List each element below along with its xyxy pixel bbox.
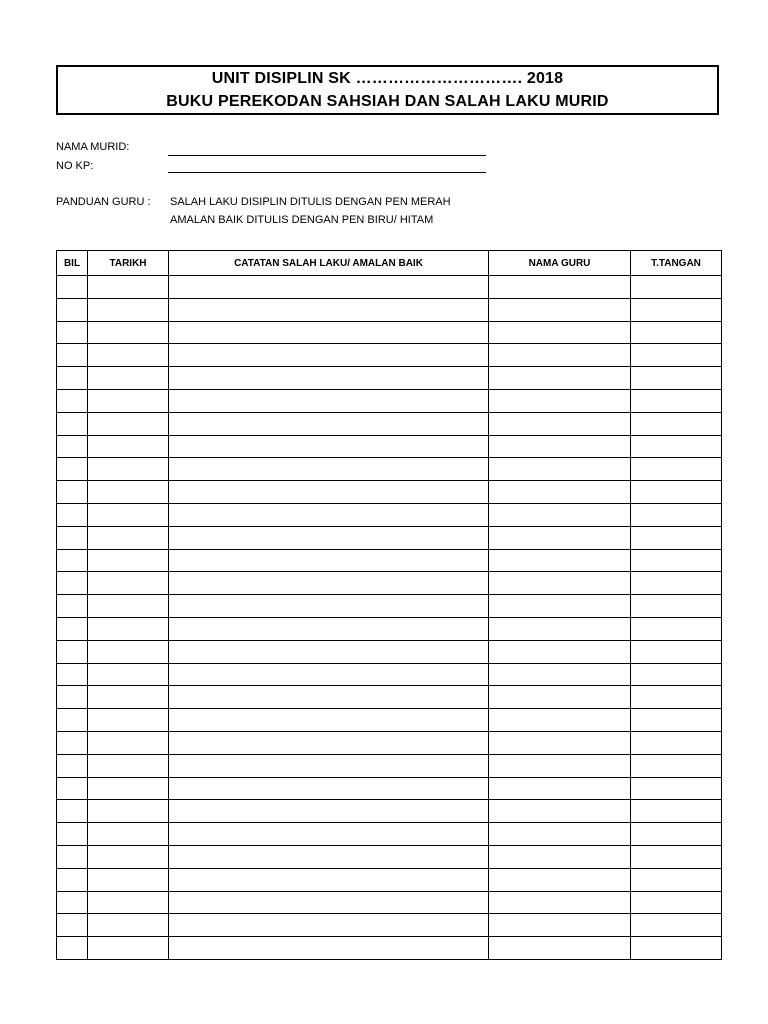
record-table-body: [57, 276, 722, 960]
nama-guru-cell[interactable]: [489, 731, 631, 754]
nama-guru-cell[interactable]: [489, 823, 631, 846]
table-row: [57, 617, 722, 640]
tandatangan-cell[interactable]: [631, 937, 722, 960]
tandatangan-cell[interactable]: [631, 709, 722, 732]
nama-guru-cell[interactable]: [489, 845, 631, 868]
tandatangan-cell[interactable]: [631, 298, 722, 321]
record-table: [56, 250, 722, 960]
tarikh-cell[interactable]: [88, 914, 169, 937]
bil-cell[interactable]: [57, 731, 88, 754]
nama-guru-cell[interactable]: [489, 914, 631, 937]
table-row: [57, 937, 722, 960]
bil-cell[interactable]: [57, 298, 88, 321]
tandatangan-cell[interactable]: [631, 914, 722, 937]
nama-guru-cell[interactable]: [489, 686, 631, 709]
tarikh-cell[interactable]: [88, 731, 169, 754]
tarikh-cell[interactable]: [88, 868, 169, 891]
tandatangan-cell[interactable]: [631, 367, 722, 390]
bil-cell[interactable]: [57, 640, 88, 663]
bil-cell[interactable]: [57, 800, 88, 823]
tarikh-cell[interactable]: [88, 845, 169, 868]
bil-cell[interactable]: [57, 709, 88, 732]
catatan-cell[interactable]: [169, 503, 489, 526]
table-row: [57, 458, 722, 481]
catatan-cell[interactable]: [169, 389, 489, 412]
tarikh-cell[interactable]: [88, 276, 169, 299]
catatan-cell[interactable]: [169, 777, 489, 800]
catatan-cell[interactable]: [169, 640, 489, 663]
bil-cell[interactable]: [57, 367, 88, 390]
table-row: [57, 800, 722, 823]
bil-cell[interactable]: [57, 823, 88, 846]
bil-cell[interactable]: [57, 937, 88, 960]
catatan-cell[interactable]: [169, 617, 489, 640]
table-row: [57, 709, 722, 732]
nama-guru-cell[interactable]: [489, 276, 631, 299]
tandatangan-cell[interactable]: [631, 481, 722, 504]
tandatangan-cell[interactable]: [631, 686, 722, 709]
page-subtitle: BUKU PEREKODAN SAHSIAH DAN SALAH LAKU MURID: [166, 93, 609, 110]
table-header-row: [57, 251, 722, 276]
catatan-cell[interactable]: [169, 572, 489, 595]
column-header-nama-guru: NAMA GURU: [489, 251, 631, 276]
guide-label: PANDUAN GURU :: [56, 196, 151, 208]
tandatangan-cell[interactable]: [631, 321, 722, 344]
nama-murid-label: NAMA MURID:: [56, 141, 130, 153]
tandatangan-cell[interactable]: [631, 344, 722, 367]
nama-guru-cell[interactable]: [489, 367, 631, 390]
bil-cell[interactable]: [57, 389, 88, 412]
tarikh-cell[interactable]: [88, 663, 169, 686]
bil-cell[interactable]: [57, 914, 88, 937]
tandatangan-cell[interactable]: [631, 526, 722, 549]
nama-guru-cell[interactable]: [489, 435, 631, 458]
catatan-cell[interactable]: [169, 663, 489, 686]
nama-guru-cell[interactable]: [489, 572, 631, 595]
bil-cell[interactable]: [57, 481, 88, 504]
tarikh-cell[interactable]: [88, 549, 169, 572]
bil-cell[interactable]: [57, 549, 88, 572]
tandatangan-cell[interactable]: [631, 731, 722, 754]
catatan-cell[interactable]: [169, 686, 489, 709]
nama-guru-cell[interactable]: [489, 321, 631, 344]
table-row: [57, 389, 722, 412]
tarikh-cell[interactable]: [88, 503, 169, 526]
table-row: [57, 640, 722, 663]
tandatangan-cell[interactable]: [631, 458, 722, 481]
bil-cell[interactable]: [57, 663, 88, 686]
column-header-tarikh: TARIKH: [88, 251, 169, 276]
catatan-cell[interactable]: [169, 549, 489, 572]
nama-guru-cell[interactable]: [489, 549, 631, 572]
bil-cell[interactable]: [57, 344, 88, 367]
tarikh-cell[interactable]: [88, 891, 169, 914]
tarikh-cell[interactable]: [88, 298, 169, 321]
tarikh-cell[interactable]: [88, 777, 169, 800]
tandatangan-cell[interactable]: [631, 891, 722, 914]
tarikh-cell[interactable]: [88, 367, 169, 390]
column-header-bil: BIL: [57, 251, 88, 276]
nama-guru-cell[interactable]: [489, 344, 631, 367]
tandatangan-cell[interactable]: [631, 754, 722, 777]
table-row: [57, 845, 722, 868]
page-title: UNIT DISIPLIN SK …………………………. 2018: [211, 70, 564, 87]
column-header-catatan: CATATAN SALAH LAKU/ AMALAN BAIK: [169, 251, 489, 276]
nama-murid-field[interactable]: [168, 141, 486, 156]
tandatangan-cell[interactable]: [631, 640, 722, 663]
bil-cell[interactable]: [57, 868, 88, 891]
tarikh-cell[interactable]: [88, 481, 169, 504]
tarikh-cell[interactable]: [88, 754, 169, 777]
tandatangan-cell[interactable]: [631, 800, 722, 823]
bil-cell[interactable]: [57, 572, 88, 595]
table-row: [57, 503, 722, 526]
bil-cell[interactable]: [57, 845, 88, 868]
table-row: [57, 526, 722, 549]
tarikh-cell[interactable]: [88, 321, 169, 344]
tarikh-cell[interactable]: [88, 412, 169, 435]
tarikh-cell[interactable]: [88, 823, 169, 846]
catatan-cell[interactable]: [169, 481, 489, 504]
catatan-cell[interactable]: [169, 367, 489, 390]
nama-guru-cell[interactable]: [489, 412, 631, 435]
bil-cell[interactable]: [57, 617, 88, 640]
table-row: [57, 572, 722, 595]
bil-cell[interactable]: [57, 526, 88, 549]
bil-cell[interactable]: [57, 754, 88, 777]
table-row: [57, 914, 722, 937]
bil-cell[interactable]: [57, 595, 88, 618]
table-row: [57, 298, 722, 321]
no-kp-label: NO KP:: [56, 160, 94, 172]
nama-guru-cell[interactable]: [489, 503, 631, 526]
bil-cell[interactable]: [57, 503, 88, 526]
tandatangan-cell[interactable]: [631, 572, 722, 595]
nama-guru-cell[interactable]: [489, 754, 631, 777]
catatan-cell[interactable]: [169, 344, 489, 367]
nama-guru-cell[interactable]: [489, 709, 631, 732]
catatan-cell[interactable]: [169, 868, 489, 891]
table-row: [57, 595, 722, 618]
title-box: [56, 65, 719, 115]
tarikh-cell[interactable]: [88, 344, 169, 367]
nama-guru-cell[interactable]: [489, 389, 631, 412]
catatan-cell[interactable]: [169, 937, 489, 960]
bil-cell[interactable]: [57, 891, 88, 914]
table-row: [57, 686, 722, 709]
nama-guru-cell[interactable]: [489, 800, 631, 823]
bil-cell[interactable]: [57, 458, 88, 481]
catatan-cell[interactable]: [169, 731, 489, 754]
table-row: [57, 777, 722, 800]
nama-guru-cell[interactable]: [489, 458, 631, 481]
table-row: [57, 435, 722, 458]
catatan-cell[interactable]: [169, 709, 489, 732]
tarikh-cell[interactable]: [88, 435, 169, 458]
nama-guru-cell[interactable]: [489, 617, 631, 640]
tandatangan-cell[interactable]: [631, 549, 722, 572]
catatan-cell[interactable]: [169, 276, 489, 299]
catatan-cell[interactable]: [169, 412, 489, 435]
table-row: [57, 868, 722, 891]
tandatangan-cell[interactable]: [631, 777, 722, 800]
tandatangan-cell[interactable]: [631, 503, 722, 526]
catatan-cell[interactable]: [169, 823, 489, 846]
catatan-cell[interactable]: [169, 845, 489, 868]
nama-guru-cell[interactable]: [489, 868, 631, 891]
catatan-cell[interactable]: [169, 321, 489, 344]
tarikh-cell[interactable]: [88, 389, 169, 412]
catatan-cell[interactable]: [169, 458, 489, 481]
nama-guru-cell[interactable]: [489, 481, 631, 504]
catatan-cell[interactable]: [169, 595, 489, 618]
catatan-cell[interactable]: [169, 435, 489, 458]
bil-cell[interactable]: [57, 276, 88, 299]
tandatangan-cell[interactable]: [631, 663, 722, 686]
tarikh-cell[interactable]: [88, 640, 169, 663]
nama-guru-cell[interactable]: [489, 640, 631, 663]
bil-cell[interactable]: [57, 686, 88, 709]
catatan-cell[interactable]: [169, 800, 489, 823]
column-header-tandatangan: T.TANGAN: [631, 251, 722, 276]
table-row: [57, 891, 722, 914]
nama-guru-cell[interactable]: [489, 937, 631, 960]
guide-line-red: SALAH LAKU DISIPLIN DITULIS DENGAN PEN MERAH: [170, 196, 451, 208]
tandatangan-cell[interactable]: [631, 845, 722, 868]
tandatangan-cell[interactable]: [631, 868, 722, 891]
table-row: [57, 731, 722, 754]
catatan-cell[interactable]: [169, 891, 489, 914]
table-row: [57, 321, 722, 344]
tarikh-cell[interactable]: [88, 572, 169, 595]
tandatangan-cell[interactable]: [631, 412, 722, 435]
catatan-cell[interactable]: [169, 754, 489, 777]
bil-cell[interactable]: [57, 777, 88, 800]
tarikh-cell[interactable]: [88, 800, 169, 823]
catatan-cell[interactable]: [169, 526, 489, 549]
tarikh-cell[interactable]: [88, 686, 169, 709]
table-row: [57, 276, 722, 299]
nama-guru-cell[interactable]: [489, 891, 631, 914]
table-row: [57, 823, 722, 846]
tandatangan-cell[interactable]: [631, 595, 722, 618]
tandatangan-cell[interactable]: [631, 823, 722, 846]
catatan-cell[interactable]: [169, 298, 489, 321]
nama-guru-cell[interactable]: [489, 595, 631, 618]
table-row: [57, 367, 722, 390]
tandatangan-cell[interactable]: [631, 276, 722, 299]
tarikh-cell[interactable]: [88, 458, 169, 481]
tandatangan-cell[interactable]: [631, 435, 722, 458]
guide-line-blue: AMALAN BAIK DITULIS DENGAN PEN BIRU/ HITAM: [170, 214, 434, 226]
tarikh-cell[interactable]: [88, 595, 169, 618]
bil-cell[interactable]: [57, 435, 88, 458]
tarikh-cell[interactable]: [88, 937, 169, 960]
table-row: [57, 754, 722, 777]
tandatangan-cell[interactable]: [631, 389, 722, 412]
catatan-cell[interactable]: [169, 914, 489, 937]
bil-cell[interactable]: [57, 321, 88, 344]
nama-guru-cell[interactable]: [489, 526, 631, 549]
bil-cell[interactable]: [57, 412, 88, 435]
table-row: [57, 481, 722, 504]
table-row: [57, 663, 722, 686]
no-kp-field[interactable]: [168, 158, 486, 173]
table-row: [57, 344, 722, 367]
tandatangan-cell[interactable]: [631, 617, 722, 640]
nama-guru-cell[interactable]: [489, 298, 631, 321]
nama-guru-cell[interactable]: [489, 777, 631, 800]
tarikh-cell[interactable]: [88, 617, 169, 640]
tarikh-cell[interactable]: [88, 709, 169, 732]
table-row: [57, 549, 722, 572]
tarikh-cell[interactable]: [88, 526, 169, 549]
table-row: [57, 412, 722, 435]
nama-guru-cell[interactable]: [489, 663, 631, 686]
